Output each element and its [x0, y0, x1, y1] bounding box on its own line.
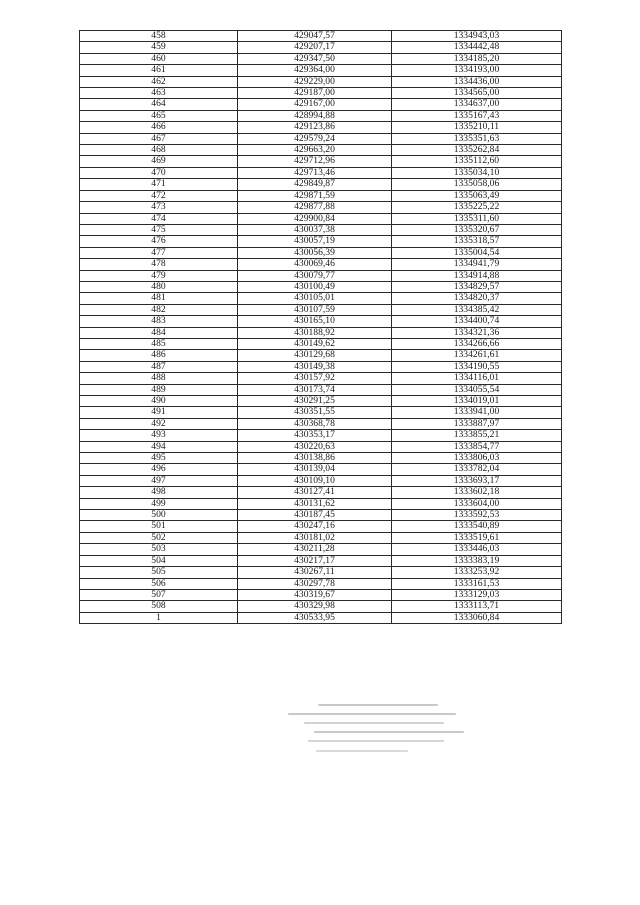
point-number-cell: 469	[80, 156, 238, 167]
x-coordinate-cell: 429871,59	[238, 190, 392, 201]
table-row	[80, 544, 562, 555]
x-coordinate-cell: 430187,45	[238, 510, 392, 521]
x-coordinate-cell: 430149,62	[238, 338, 392, 349]
point-number-cell: 504	[80, 555, 238, 566]
y-coordinate-cell: 1333446,03	[392, 544, 562, 555]
x-coordinate-cell: 430533,95	[238, 612, 392, 623]
table-row	[80, 88, 562, 99]
x-coordinate-cell: 430247,16	[238, 521, 392, 532]
y-coordinate-cell: 1334943,03	[392, 31, 562, 42]
y-coordinate-cell: 1333854,77	[392, 441, 562, 452]
x-coordinate-cell: 429364,00	[238, 65, 392, 76]
x-coordinate-cell: 430351,55	[238, 407, 392, 418]
y-coordinate-cell: 1335351,63	[392, 133, 562, 144]
x-coordinate-cell: 430057,19	[238, 236, 392, 247]
point-number-cell: 459	[80, 42, 238, 53]
x-coordinate-cell: 430037,38	[238, 224, 392, 235]
x-coordinate-cell: 429047,57	[238, 31, 392, 42]
table-row	[80, 396, 562, 407]
y-coordinate-cell: 1335210,11	[392, 122, 562, 133]
table-row	[80, 110, 562, 121]
table-row	[80, 521, 562, 532]
y-coordinate-cell: 1334019,01	[392, 396, 562, 407]
point-number-cell: 466	[80, 122, 238, 133]
x-coordinate-cell: 430291,25	[238, 396, 392, 407]
y-coordinate-cell: 1335167,43	[392, 110, 562, 121]
x-coordinate-cell: 430165,10	[238, 316, 392, 327]
table-row	[80, 293, 562, 304]
point-number-cell: 492	[80, 418, 238, 429]
table-row	[80, 213, 562, 224]
coordinates-table-body	[80, 31, 562, 624]
y-coordinate-cell: 1334565,00	[392, 88, 562, 99]
x-coordinate-cell: 428994,88	[238, 110, 392, 121]
x-coordinate-cell: 430107,59	[238, 304, 392, 315]
x-coordinate-cell: 429713,46	[238, 167, 392, 178]
table-row	[80, 532, 562, 543]
point-number-cell: 491	[80, 407, 238, 418]
y-coordinate-cell: 1333129,03	[392, 589, 562, 600]
table-row	[80, 190, 562, 201]
y-coordinate-cell: 1333782,04	[392, 464, 562, 475]
y-coordinate-cell: 1335225,22	[392, 202, 562, 213]
point-number-cell: 479	[80, 270, 238, 281]
table-row	[80, 99, 562, 110]
y-coordinate-cell: 1334055,54	[392, 384, 562, 395]
point-number-cell: 480	[80, 281, 238, 292]
point-number-cell: 477	[80, 247, 238, 258]
point-number-cell: 503	[80, 544, 238, 555]
x-coordinate-cell: 430157,92	[238, 373, 392, 384]
y-coordinate-cell: 1333113,71	[392, 601, 562, 612]
x-coordinate-cell: 430056,39	[238, 247, 392, 258]
x-coordinate-cell: 430127,41	[238, 487, 392, 498]
x-coordinate-cell: 429347,50	[238, 53, 392, 64]
point-number-cell: 463	[80, 88, 238, 99]
y-coordinate-cell: 1335034,10	[392, 167, 562, 178]
table-row	[80, 373, 562, 384]
table-row	[80, 601, 562, 612]
x-coordinate-cell: 430217,17	[238, 555, 392, 566]
table-row	[80, 487, 562, 498]
y-coordinate-cell: 1333855,21	[392, 430, 562, 441]
y-coordinate-cell: 1333383,19	[392, 555, 562, 566]
table-row	[80, 510, 562, 521]
table-row	[80, 31, 562, 42]
x-coordinate-cell: 430297,78	[238, 578, 392, 589]
point-number-cell: 474	[80, 213, 238, 224]
x-coordinate-cell: 429167,00	[238, 99, 392, 110]
y-coordinate-cell: 1334321,36	[392, 327, 562, 338]
table-row	[80, 384, 562, 395]
y-coordinate-cell: 1334820,37	[392, 293, 562, 304]
y-coordinate-cell: 1334266,66	[392, 338, 562, 349]
x-coordinate-cell: 430173,74	[238, 384, 392, 395]
table-row	[80, 224, 562, 235]
x-coordinate-cell: 430368,78	[238, 418, 392, 429]
table-row	[80, 281, 562, 292]
y-coordinate-cell: 1335311,60	[392, 213, 562, 224]
x-coordinate-cell: 430267,11	[238, 567, 392, 578]
y-coordinate-cell: 1333519,61	[392, 532, 562, 543]
point-number-cell: 489	[80, 384, 238, 395]
y-coordinate-cell: 1333060,84	[392, 612, 562, 623]
point-number-cell: 505	[80, 567, 238, 578]
table-row	[80, 407, 562, 418]
coordinates-table	[79, 30, 562, 624]
point-number-cell: 487	[80, 361, 238, 372]
point-number-cell: 481	[80, 293, 238, 304]
y-coordinate-cell: 1334442,48	[392, 42, 562, 53]
table-row	[80, 145, 562, 156]
point-number-cell: 1	[80, 612, 238, 623]
point-number-cell: 462	[80, 76, 238, 87]
table-row	[80, 453, 562, 464]
table-row	[80, 589, 562, 600]
x-coordinate-cell: 430109,10	[238, 475, 392, 486]
y-coordinate-cell: 1333941,00	[392, 407, 562, 418]
point-number-cell: 496	[80, 464, 238, 475]
point-number-cell: 502	[80, 532, 238, 543]
table-row	[80, 304, 562, 315]
point-number-cell: 500	[80, 510, 238, 521]
point-number-cell: 508	[80, 601, 238, 612]
x-coordinate-cell: 429579,24	[238, 133, 392, 144]
table-row	[80, 430, 562, 441]
point-number-cell: 472	[80, 190, 238, 201]
point-number-cell: 493	[80, 430, 238, 441]
x-coordinate-cell: 430138,86	[238, 453, 392, 464]
x-coordinate-cell: 430069,46	[238, 259, 392, 270]
point-number-cell: 495	[80, 453, 238, 464]
y-coordinate-cell: 1333602,18	[392, 487, 562, 498]
y-coordinate-cell: 1334436,00	[392, 76, 562, 87]
table-row	[80, 270, 562, 281]
point-number-cell: 486	[80, 350, 238, 361]
y-coordinate-cell: 1335262,84	[392, 145, 562, 156]
point-number-cell: 498	[80, 487, 238, 498]
y-coordinate-cell: 1335063,49	[392, 190, 562, 201]
point-number-cell: 485	[80, 338, 238, 349]
table-row	[80, 316, 562, 327]
point-number-cell: 499	[80, 498, 238, 509]
table-row	[80, 338, 562, 349]
point-number-cell: 488	[80, 373, 238, 384]
table-row	[80, 498, 562, 509]
table-row	[80, 236, 562, 247]
point-number-cell: 468	[80, 145, 238, 156]
point-number-cell: 478	[80, 259, 238, 270]
table-row	[80, 475, 562, 486]
table-row	[80, 76, 562, 87]
point-number-cell: 506	[80, 578, 238, 589]
table-row	[80, 464, 562, 475]
x-coordinate-cell: 430211,28	[238, 544, 392, 555]
y-coordinate-cell: 1334400,74	[392, 316, 562, 327]
point-number-cell: 465	[80, 110, 238, 121]
y-coordinate-cell: 1334941,79	[392, 259, 562, 270]
table-row	[80, 441, 562, 452]
y-coordinate-cell: 1335320,67	[392, 224, 562, 235]
x-coordinate-cell: 430353,17	[238, 430, 392, 441]
x-coordinate-cell: 429187,00	[238, 88, 392, 99]
x-coordinate-cell: 429712,96	[238, 156, 392, 167]
x-coordinate-cell: 430105,01	[238, 293, 392, 304]
x-coordinate-cell: 429663,20	[238, 145, 392, 156]
x-coordinate-cell: 430188,92	[238, 327, 392, 338]
x-coordinate-cell: 430220,63	[238, 441, 392, 452]
x-coordinate-cell: 430319,67	[238, 589, 392, 600]
point-number-cell: 494	[80, 441, 238, 452]
table-row	[80, 612, 562, 623]
table-row	[80, 259, 562, 270]
point-number-cell: 484	[80, 327, 238, 338]
x-coordinate-cell: 429123,86	[238, 122, 392, 133]
y-coordinate-cell: 1334193,00	[392, 65, 562, 76]
table-row	[80, 567, 562, 578]
table-row	[80, 578, 562, 589]
y-coordinate-cell: 1334385,42	[392, 304, 562, 315]
point-number-cell: 473	[80, 202, 238, 213]
x-coordinate-cell: 430139,04	[238, 464, 392, 475]
table-row	[80, 53, 562, 64]
x-coordinate-cell: 430329,98	[238, 601, 392, 612]
x-coordinate-cell: 430129,68	[238, 350, 392, 361]
point-number-cell: 476	[80, 236, 238, 247]
x-coordinate-cell: 429207,17	[238, 42, 392, 53]
faded-stamp-marks	[278, 700, 464, 762]
table-row	[80, 327, 562, 338]
table-row	[80, 247, 562, 258]
y-coordinate-cell: 1334637,00	[392, 99, 562, 110]
y-coordinate-cell: 1333540,89	[392, 521, 562, 532]
x-coordinate-cell: 430079,77	[238, 270, 392, 281]
x-coordinate-cell: 430149,38	[238, 361, 392, 372]
y-coordinate-cell: 1334914,88	[392, 270, 562, 281]
table-row	[80, 122, 562, 133]
point-number-cell: 467	[80, 133, 238, 144]
table-row	[80, 418, 562, 429]
point-number-cell: 471	[80, 179, 238, 190]
point-number-cell: 461	[80, 65, 238, 76]
point-number-cell: 458	[80, 31, 238, 42]
y-coordinate-cell: 1333592,53	[392, 510, 562, 521]
point-number-cell: 475	[80, 224, 238, 235]
y-coordinate-cell: 1335318,57	[392, 236, 562, 247]
point-number-cell: 507	[80, 589, 238, 600]
y-coordinate-cell: 1335112,60	[392, 156, 562, 167]
point-number-cell: 460	[80, 53, 238, 64]
point-number-cell: 464	[80, 99, 238, 110]
y-coordinate-cell: 1333253,92	[392, 567, 562, 578]
x-coordinate-cell: 429229,00	[238, 76, 392, 87]
point-number-cell: 490	[80, 396, 238, 407]
point-number-cell: 482	[80, 304, 238, 315]
y-coordinate-cell: 1334261,61	[392, 350, 562, 361]
y-coordinate-cell: 1333806,03	[392, 453, 562, 464]
x-coordinate-cell: 430131,62	[238, 498, 392, 509]
x-coordinate-cell: 430181,02	[238, 532, 392, 543]
table-row	[80, 350, 562, 361]
point-number-cell: 497	[80, 475, 238, 486]
y-coordinate-cell: 1334190,55	[392, 361, 562, 372]
x-coordinate-cell: 430100,49	[238, 281, 392, 292]
point-number-cell: 470	[80, 167, 238, 178]
y-coordinate-cell: 1335058,06	[392, 179, 562, 190]
x-coordinate-cell: 429900,84	[238, 213, 392, 224]
table-row	[80, 42, 562, 53]
point-number-cell: 483	[80, 316, 238, 327]
x-coordinate-cell: 429849,87	[238, 179, 392, 190]
y-coordinate-cell: 1333693,17	[392, 475, 562, 486]
table-row	[80, 361, 562, 372]
table-row	[80, 202, 562, 213]
table-row	[80, 133, 562, 144]
table-row	[80, 65, 562, 76]
table-row	[80, 156, 562, 167]
y-coordinate-cell: 1335004,54	[392, 247, 562, 258]
y-coordinate-cell: 1334185,20	[392, 53, 562, 64]
y-coordinate-cell: 1333887,97	[392, 418, 562, 429]
table-row	[80, 179, 562, 190]
y-coordinate-cell: 1333161,53	[392, 578, 562, 589]
table-row	[80, 555, 562, 566]
table-row	[80, 167, 562, 178]
point-number-cell: 501	[80, 521, 238, 532]
x-coordinate-cell: 429877,88	[238, 202, 392, 213]
y-coordinate-cell: 1333604,00	[392, 498, 562, 509]
y-coordinate-cell: 1334116,01	[392, 373, 562, 384]
y-coordinate-cell: 1334829,57	[392, 281, 562, 292]
